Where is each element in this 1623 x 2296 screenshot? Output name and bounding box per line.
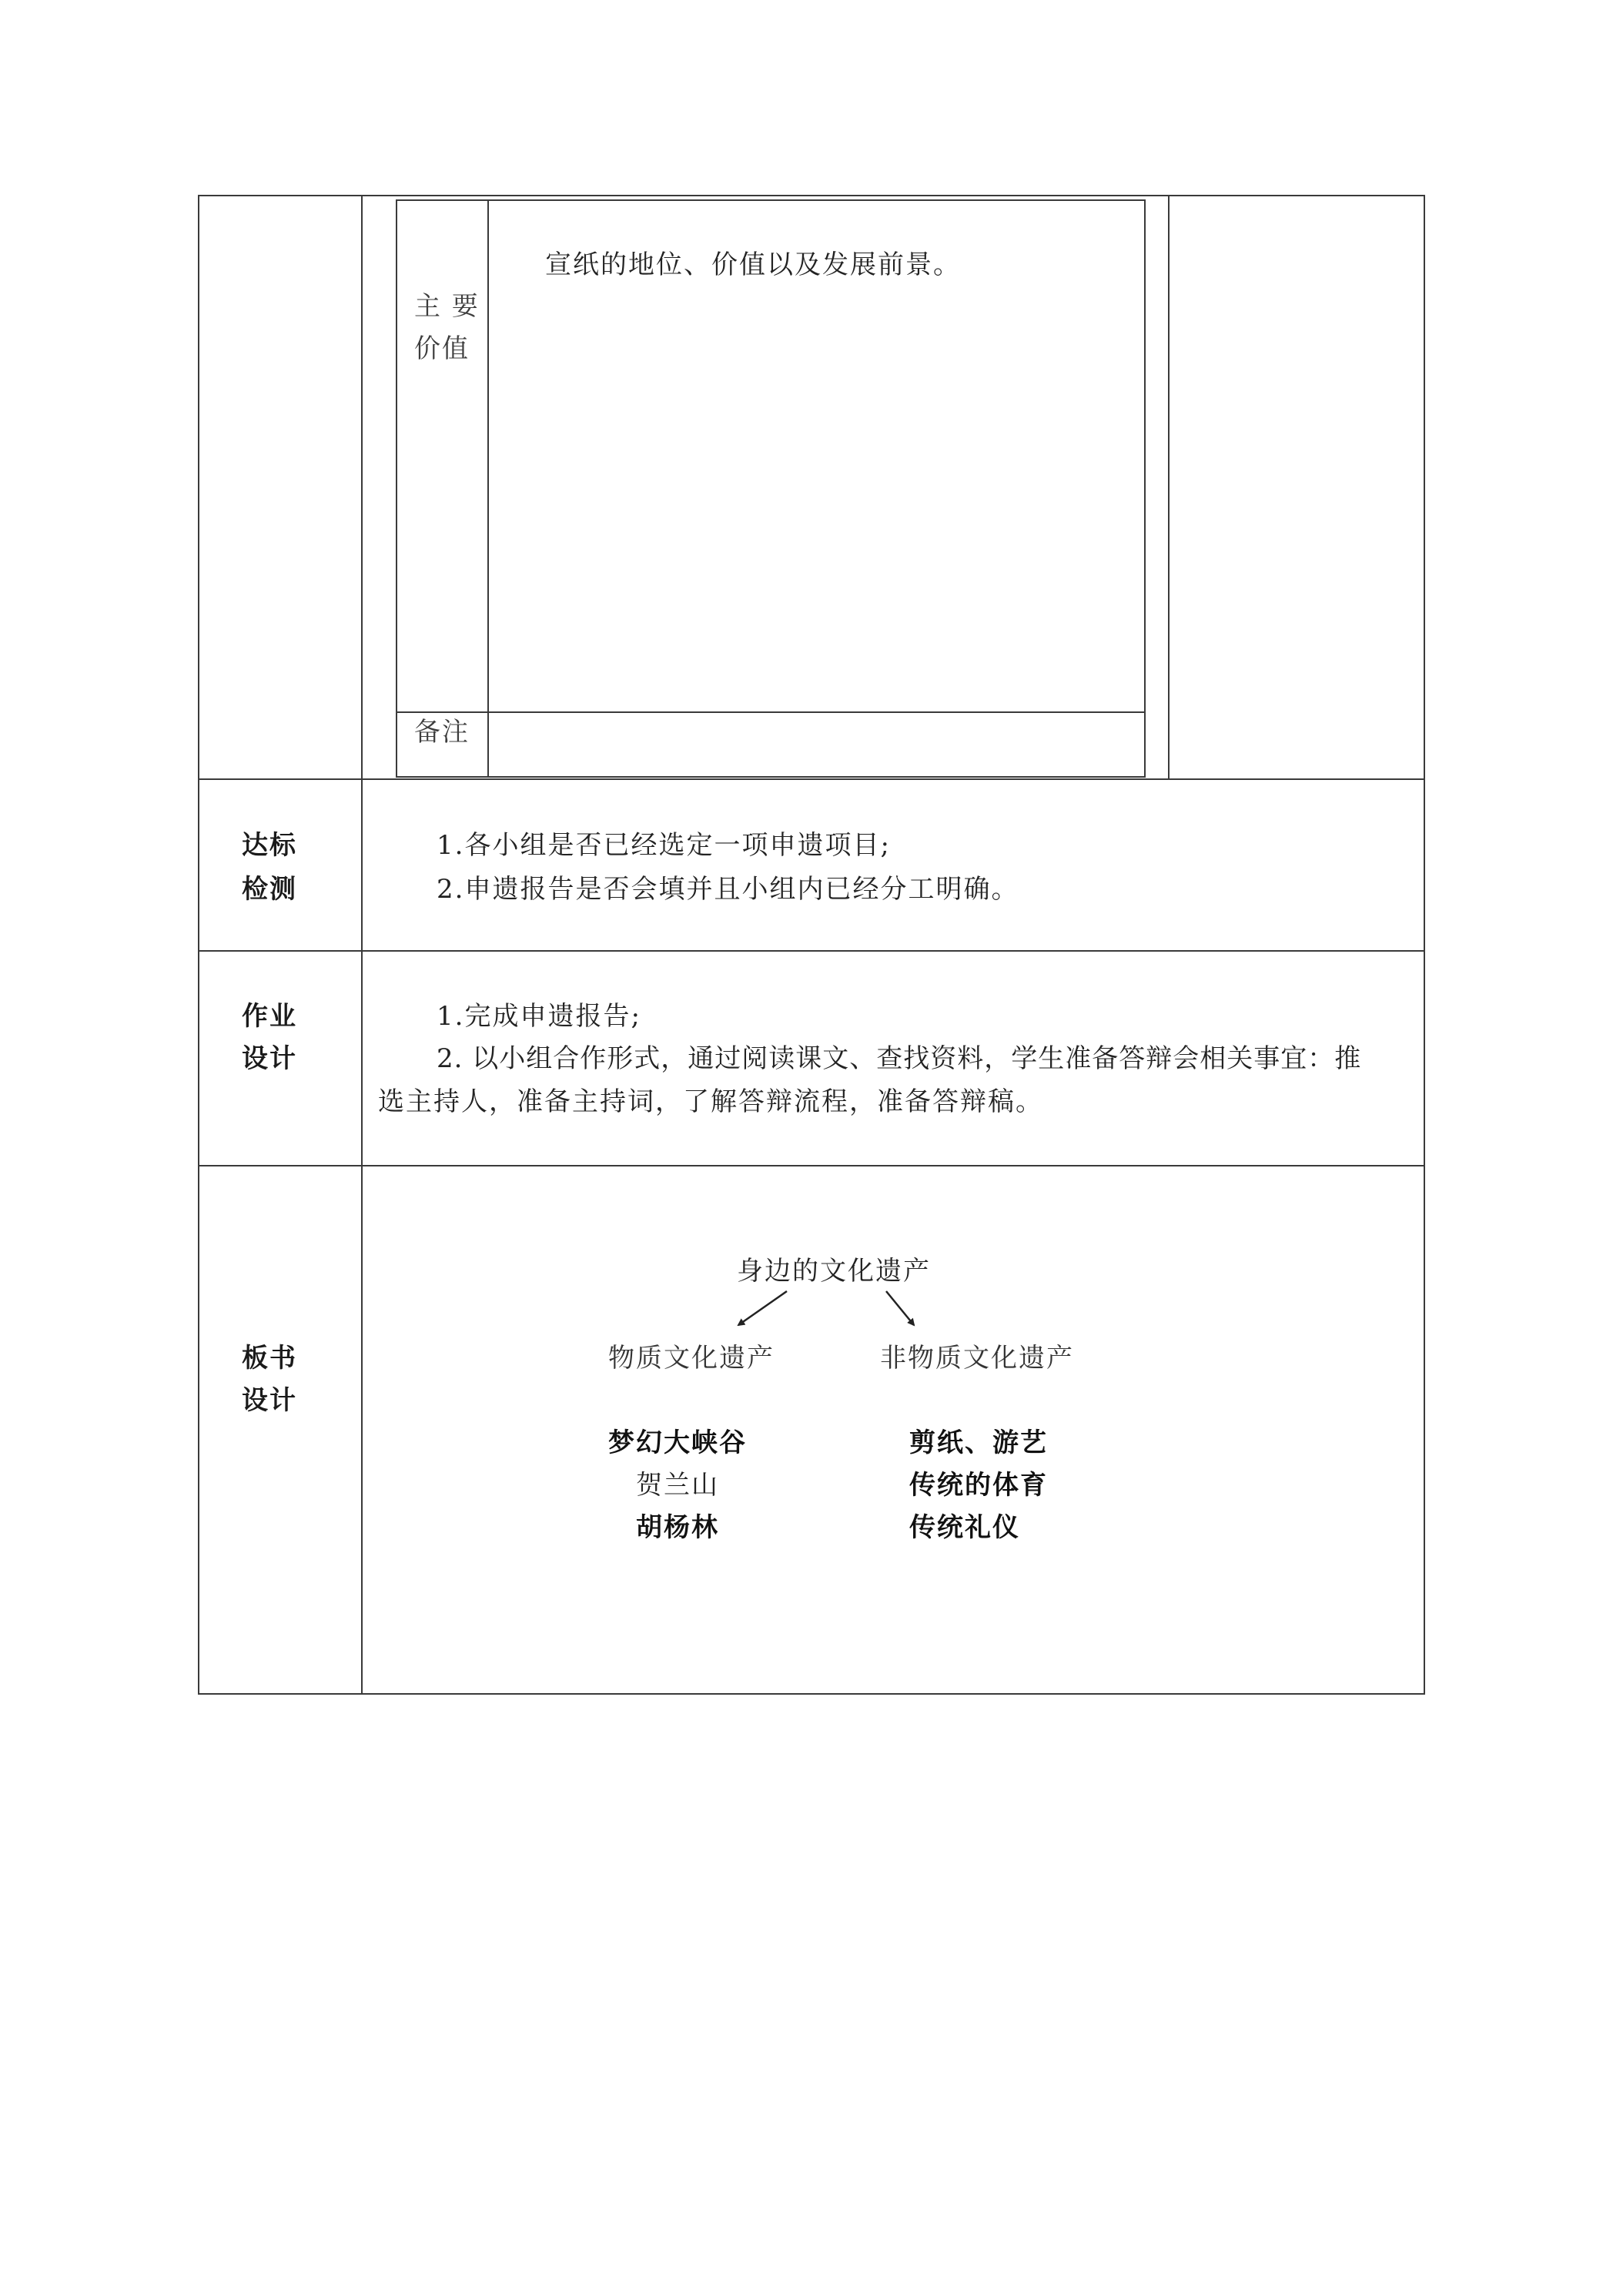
tangible-heritage-title: 物质文化遗产: [608, 1343, 775, 1374]
homework-item-continuation: 选主持人，准备主持词，了解答辩流程，准备答辩稿。: [378, 1086, 1043, 1117]
tangible-heritage-item: 梦幻大峡谷: [608, 1427, 747, 1458]
row-divider-1: [198, 778, 1425, 780]
nested-table-border: [396, 199, 1146, 778]
board-label-line2: 设计: [242, 1385, 297, 1416]
main-value-content: 宣纸的地位、价值以及发展前景。: [545, 249, 961, 280]
arrow-to-intangible-heritage: [886, 1291, 914, 1325]
label-column-divider: [361, 195, 363, 1695]
assessment-item: 2.申遗报告是否会填并且小组内已经分工明确。: [437, 874, 1019, 905]
main-value-label-line1: 主 要: [414, 291, 480, 322]
homework-label-line2: 设计: [242, 1043, 297, 1074]
nested-table-column-divider: [487, 199, 489, 778]
board-arrows: [724, 1282, 932, 1336]
intangible-heritage-item: 剪纸、游艺: [909, 1427, 1048, 1458]
intangible-heritage-item: 传统的体育: [909, 1470, 1048, 1501]
homework-item: 2. 以小组合作形式，通过阅读课文、查找资料，学生准备答辩会相关事宜：推: [437, 1043, 1362, 1074]
tangible-heritage-item: 贺兰山: [636, 1470, 719, 1501]
nested-table-row-divider: [396, 711, 1146, 713]
assessment-label-line1: 达标: [242, 830, 297, 861]
tangible-heritage-item: 胡杨林: [636, 1512, 719, 1543]
arrow-to-tangible-heritage: [738, 1291, 787, 1325]
homework-label-line1: 作业: [242, 1001, 297, 1032]
homework-item: 1.完成申遗报告;: [437, 1001, 641, 1032]
note-label: 备注: [414, 717, 470, 748]
row-divider-2: [198, 950, 1425, 952]
intangible-heritage-item: 传统礼仪: [909, 1512, 1020, 1543]
row-divider-3: [198, 1165, 1425, 1166]
board-label-line1: 板书: [242, 1343, 297, 1374]
board-root-title: 身边的文化遗产: [737, 1256, 931, 1287]
assessment-item: 1.各小组是否已经选定一项申遗项目;: [437, 830, 891, 861]
main-value-label-line2: 价值: [414, 333, 470, 364]
row1-right-column-divider: [1168, 195, 1170, 779]
intangible-heritage-title: 非物质文化遗产: [880, 1343, 1074, 1374]
assessment-label-line2: 检测: [242, 874, 297, 905]
